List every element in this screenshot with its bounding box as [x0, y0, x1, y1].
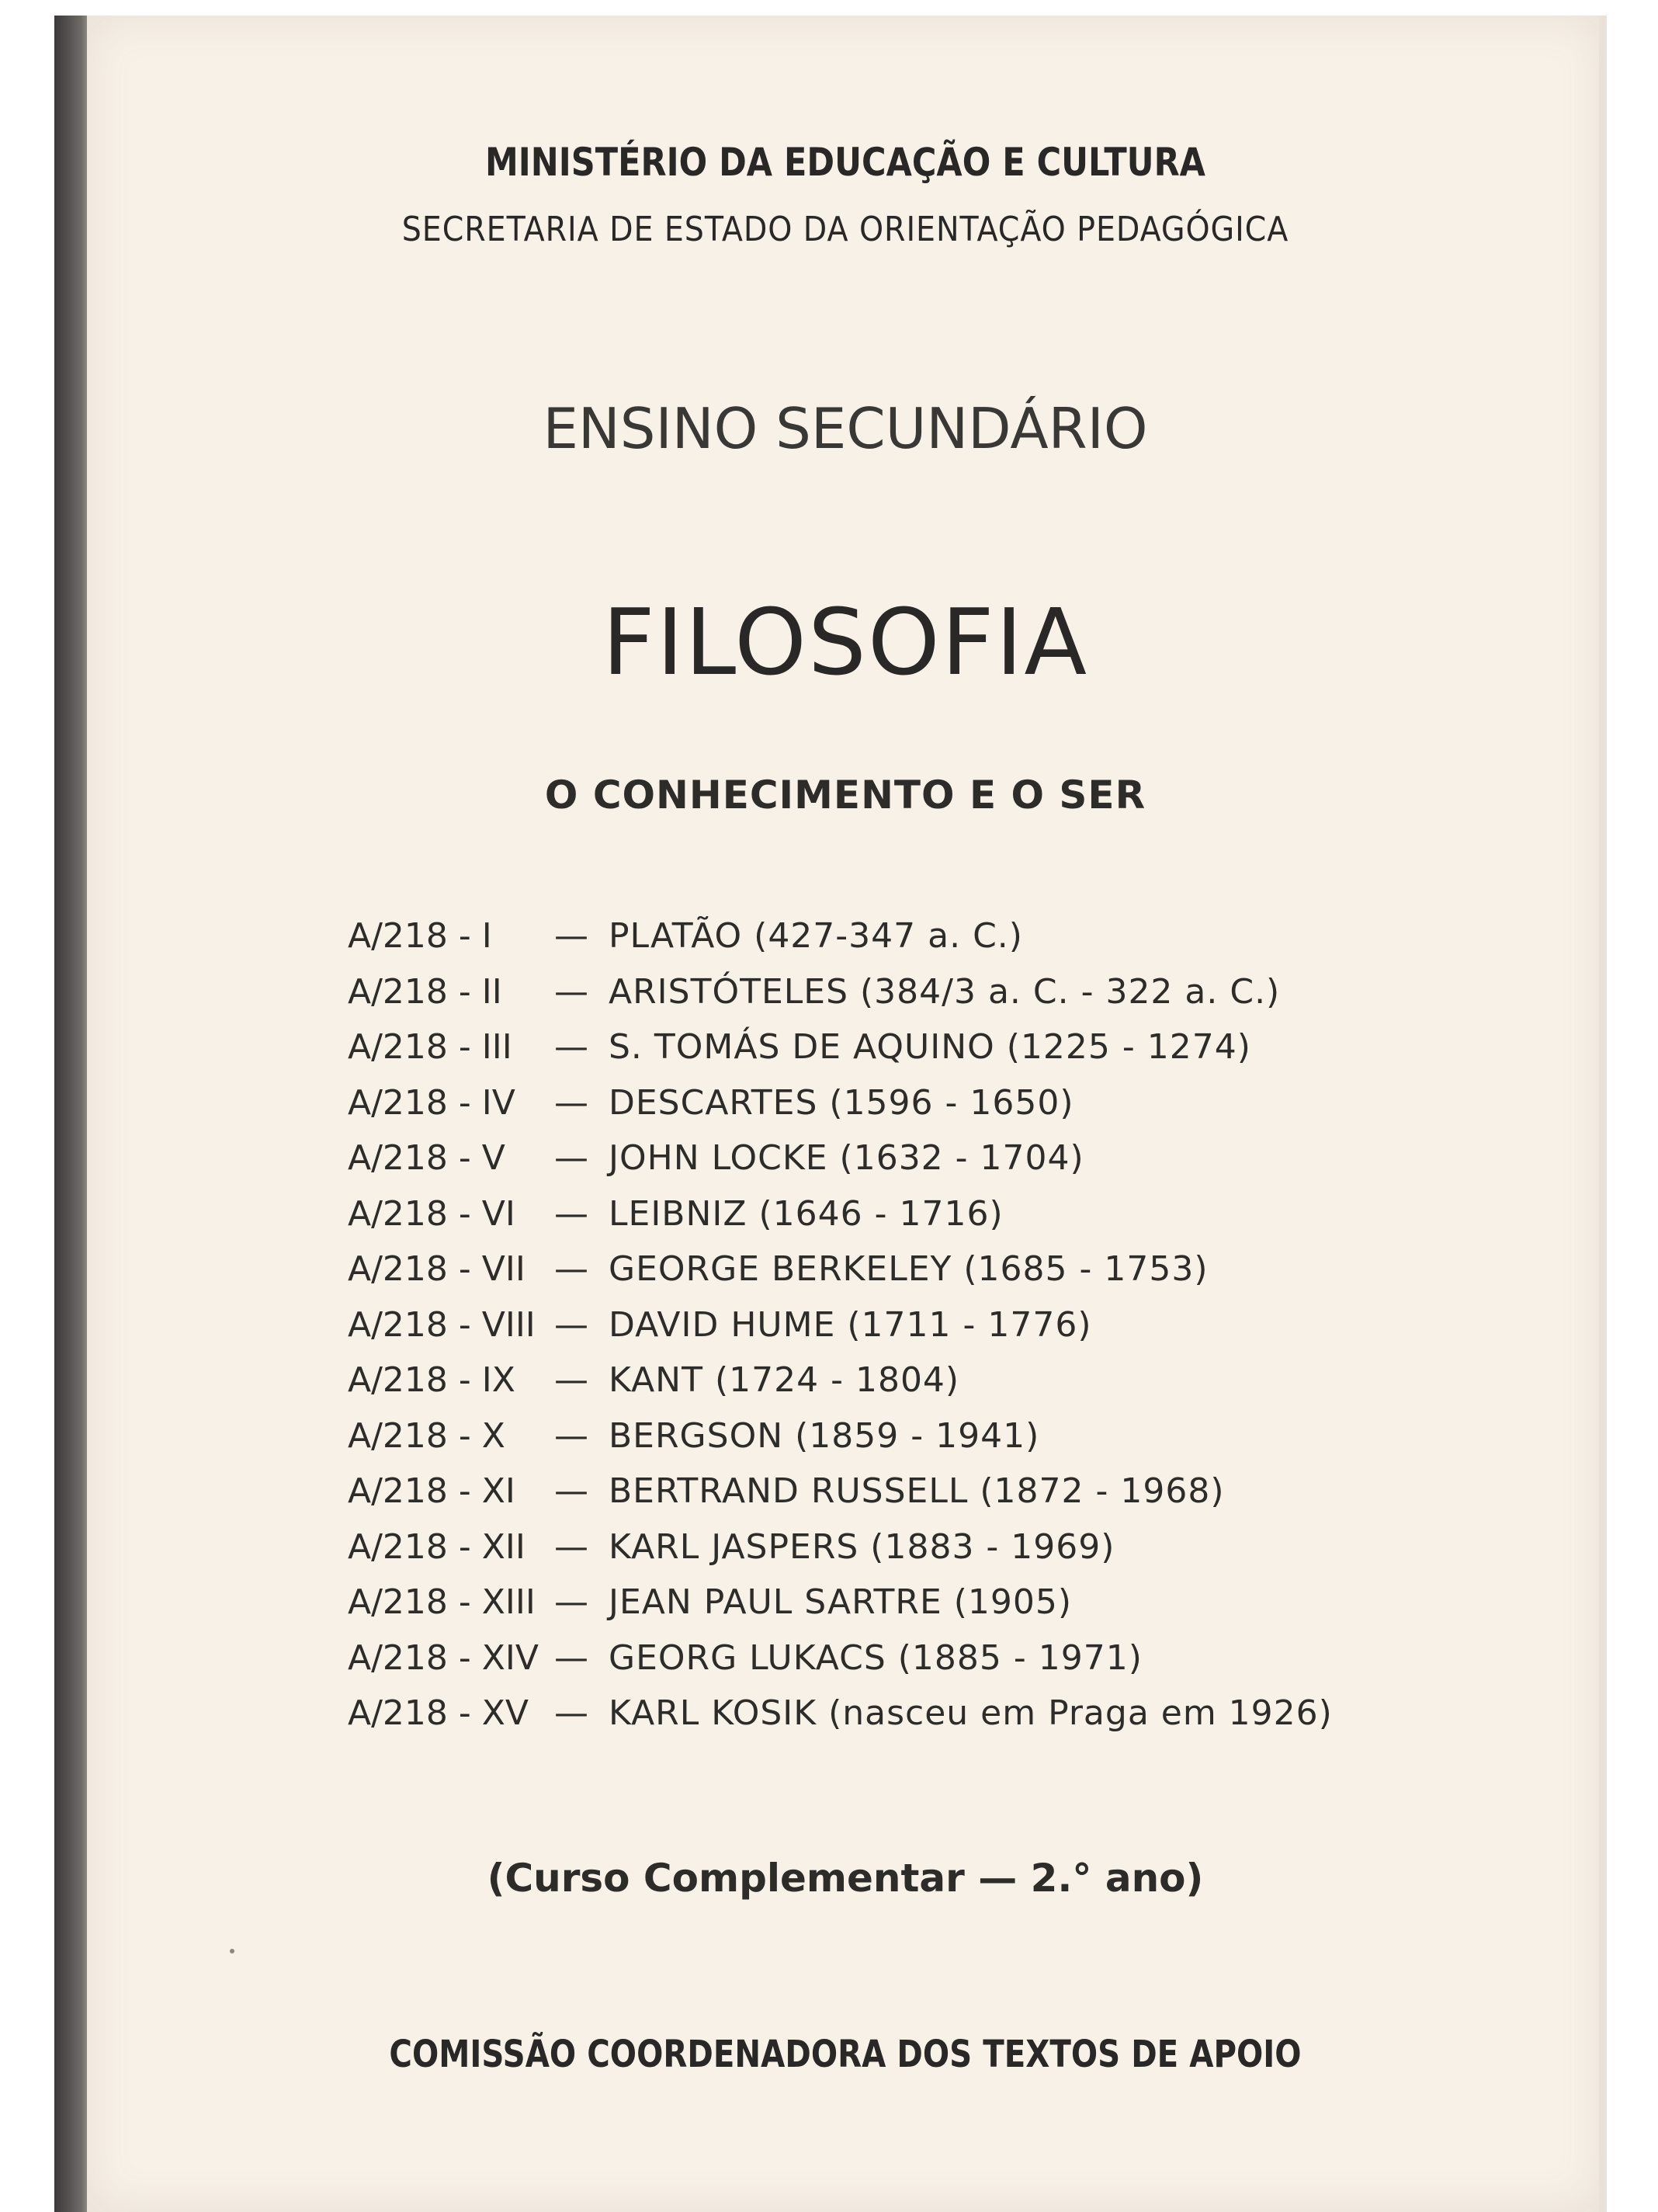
entry-code: A/218 - V: [348, 1138, 505, 1178]
entry-code: A/218 - XIV: [348, 1637, 539, 1678]
entry-description: KARL KOSIK (nasceu em Praga em 1926): [609, 1693, 1333, 1733]
entry-description: BERTRAND RUSSELL (1872 - 1968): [609, 1471, 1225, 1511]
entry-code: A/218 - XII: [348, 1526, 525, 1567]
list-item: [348, 1582, 1528, 1638]
entry-dash: —: [554, 1471, 588, 1511]
entry-dash: —: [554, 1637, 588, 1678]
list-item: [348, 972, 1528, 1028]
list-item: [348, 916, 1528, 972]
entry-code: A/218 - XI: [348, 1471, 515, 1511]
list-item: [348, 1693, 1528, 1749]
document-title: FILOSOFIA: [602, 589, 1089, 696]
entry-dash: —: [554, 1027, 588, 1067]
entry-description: KANT (1724 - 1804): [609, 1360, 960, 1400]
entry-description: JEAN PAUL SARTRE (1905): [609, 1582, 1073, 1622]
entry-description: LEIBNIZ (1646 - 1716): [609, 1193, 1004, 1234]
entry-code: A/218 - VI: [348, 1193, 515, 1234]
document-subtitle: O CONHECIMENTO E O SER: [544, 773, 1146, 818]
entry-code: A/218 - IV: [348, 1082, 515, 1123]
entry-description: BERGSON (1859 - 1941): [609, 1415, 1040, 1456]
entry-dash: —: [554, 1415, 588, 1456]
text-list: [348, 916, 1528, 1749]
entry-description: PLATÃO (427-347 a. C.): [609, 916, 1023, 956]
entry-code: A/218 - IX: [348, 1360, 515, 1400]
list-item: [348, 1527, 1528, 1583]
entry-dash: —: [554, 971, 588, 1012]
entry-dash: —: [554, 1138, 588, 1178]
entry-code: A/218 - XIII: [348, 1582, 536, 1622]
list-item: [348, 1194, 1528, 1250]
entry-dash: —: [554, 1193, 588, 1234]
book-spine-shadow: [54, 16, 90, 2212]
list-item: [348, 1027, 1528, 1083]
entry-dash: —: [554, 1582, 588, 1622]
entry-dash: —: [554, 1693, 588, 1733]
education-level: ENSINO SECUNDÁRIO: [543, 396, 1148, 461]
entry-description: GEORG LUKACS (1885 - 1971): [609, 1637, 1143, 1678]
list-item: [348, 1138, 1528, 1194]
entry-description: DAVID HUME (1711 - 1776): [609, 1304, 1092, 1345]
entry-description: S. TOMÁS DE AQUINO (1225 - 1274): [609, 1027, 1251, 1067]
entry-dash: —: [554, 1304, 588, 1345]
entry-description: GEORGE BERKELEY (1685 - 1753): [609, 1249, 1209, 1289]
secretariat-heading: SECRETARIA DE ESTADO DA ORIENTAÇÃO PEDAGÓGICA: [401, 210, 1289, 249]
entry-description: DESCARTES (1596 - 1650): [609, 1082, 1074, 1123]
entry-code: A/218 - III: [348, 1027, 512, 1067]
entry-code: A/218 - II: [348, 971, 502, 1012]
entry-description: KARL JASPERS (1883 - 1969): [609, 1526, 1115, 1567]
footer-commission: COMISSÃO COORDENADORA DOS TEXTOS DE APOIO: [389, 2033, 1302, 2076]
list-item: [348, 1083, 1528, 1139]
entry-code: A/218 - X: [348, 1415, 505, 1456]
entry-dash: —: [554, 1526, 588, 1567]
list-item: [348, 1638, 1528, 1694]
entry-dash: —: [554, 916, 588, 956]
paper-speck: [230, 1949, 234, 1953]
entry-code: A/218 - VIII: [348, 1304, 536, 1345]
entry-description: JOHN LOCKE (1632 - 1704): [609, 1138, 1084, 1178]
list-item: [348, 1360, 1528, 1416]
entry-dash: —: [554, 1249, 588, 1289]
entry-dash: —: [554, 1360, 588, 1400]
entry-dash: —: [554, 1082, 588, 1123]
course-note: (Curso Complementar — 2.° ano): [487, 1856, 1204, 1901]
list-item: [348, 1249, 1528, 1305]
ministry-heading: MINISTÉRIO DA EDUCAÇÃO E CULTURA: [485, 140, 1205, 185]
entry-code: A/218 - XV: [348, 1693, 529, 1733]
list-item: [348, 1416, 1528, 1472]
entry-description: ARISTÓTELES (384/3 a. C. - 322 a. C.): [609, 971, 1281, 1012]
list-item: [348, 1305, 1528, 1361]
entry-code: A/218 - VII: [348, 1249, 525, 1289]
entry-code: A/218 - I: [348, 916, 492, 956]
list-item: [348, 1471, 1528, 1527]
